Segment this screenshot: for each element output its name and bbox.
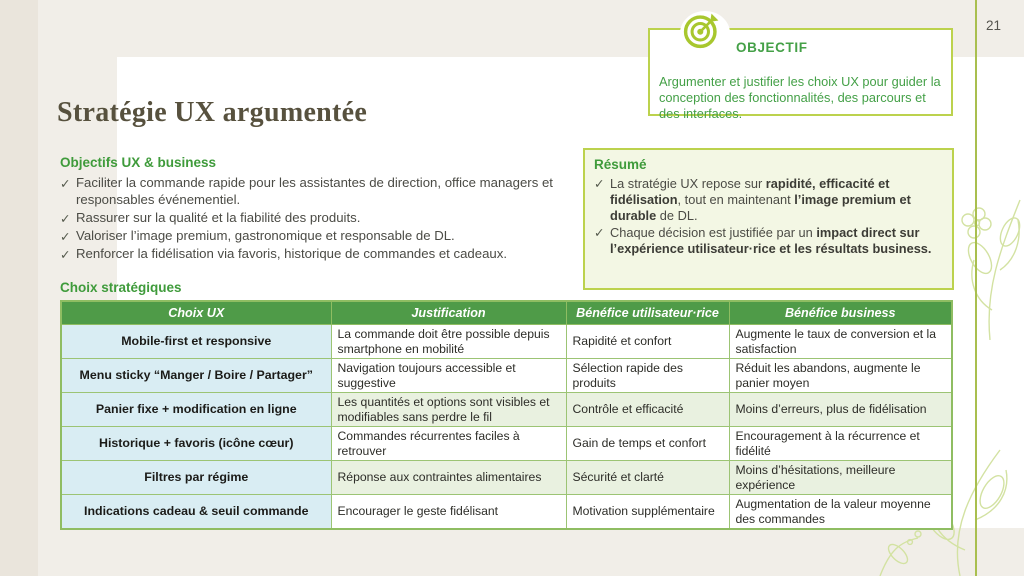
table-cell-choix: Menu sticky “Manger / Boire / Partager”	[61, 359, 331, 393]
table-cell: Commandes récurrentes faciles à retrouver	[331, 427, 566, 461]
table-cell: Sélection rapide des produits	[566, 359, 729, 393]
table-row	[61, 393, 952, 427]
table-cell: Encouragement à la récurrence et fidélité	[729, 427, 952, 461]
objectif-callout	[648, 28, 953, 121]
table-cell-choix: Mobile-first et responsive	[61, 325, 331, 359]
table-body	[61, 325, 952, 530]
table-row	[61, 325, 952, 359]
strategy-table	[60, 300, 953, 530]
list-item-text: Faciliter la commande rapide pour les assistantes de direction, office managers et responsables événementiel.	[76, 175, 553, 207]
table-cell: Contrôle et efficacité	[566, 393, 729, 427]
table-cell: Augmentation de la valeur moyenne des commandes	[729, 495, 952, 530]
objectives-list	[60, 175, 585, 263]
table-row	[61, 359, 952, 393]
table-cell: Réponse aux contraintes alimentaires	[331, 461, 566, 495]
list-item	[594, 176, 943, 224]
objectif-label: OBJECTIF	[736, 40, 808, 55]
list-item	[60, 210, 585, 227]
table-cell: Motivation supplémentaire	[566, 495, 729, 530]
list-item	[60, 175, 585, 209]
resume-box	[583, 148, 954, 290]
table-header-cell: Choix UX	[61, 301, 331, 325]
list-item-text: Renforcer la fidélisation via favoris, historique de commandes et cadeaux.	[76, 245, 508, 261]
table-cell-choix: Panier fixe + modification en ligne	[61, 393, 331, 427]
table-cell: Sécurité et clarté	[566, 461, 729, 495]
table-cell-choix: Historique + favoris (icône cœur)	[61, 427, 331, 461]
list-item	[594, 225, 943, 257]
table-row	[61, 461, 952, 495]
table-header-cell: Bénéfice utilisateur·rice	[566, 301, 729, 325]
table-header-cell: Bénéfice business	[729, 301, 952, 325]
objectives-heading: Objectifs UX & business	[60, 155, 217, 170]
target-dart-icon	[680, 11, 730, 55]
table-cell: Encourager le geste fidélisant	[331, 495, 566, 530]
checkmark-icon: ✓	[60, 211, 71, 226]
checkmark-icon: ✓	[594, 225, 605, 240]
table-cell: Moins d’hésitations, meilleure expérience	[729, 461, 952, 495]
resume-list	[594, 176, 943, 257]
list-item	[60, 246, 585, 263]
list-item-text: La stratégie UX repose sur rapidité, efficacité et fidélisation, tout en maintenant l’image premium et durable de DL.	[610, 176, 911, 223]
table-cell: Moins d’erreurs, plus de fidélisation	[729, 393, 952, 427]
checkmark-icon: ✓	[60, 177, 71, 191]
list-item-text: Chaque décision est justifiée par un impact direct sur l’expérience utilisateur·rice et les résultats business.	[610, 224, 932, 256]
left-accent-strip	[0, 0, 38, 576]
table-cell: La commande doit être possible depuis smartphone en mobilité	[331, 325, 566, 359]
table-cell: Navigation toujours accessible et suggestive	[331, 359, 566, 393]
vertical-divider-line	[975, 0, 977, 576]
list-item-text: Valoriser l’image premium, gastronomique et responsable de DL.	[76, 227, 455, 243]
table-row	[61, 427, 952, 461]
list-item	[60, 228, 585, 245]
table-header-row	[61, 301, 952, 325]
checkmark-icon: ✓	[60, 229, 71, 244]
table-cell: Augmente le taux de conversion et la satisfaction	[729, 325, 952, 359]
table-heading: Choix stratégiques	[60, 280, 182, 295]
table-cell: Réduit les abandons, augmente le panier moyen	[729, 359, 952, 393]
checkmark-icon: ✓	[594, 177, 605, 191]
table-cell: Rapidité et confort	[566, 325, 729, 359]
list-item-text: Rassurer sur la qualité et la fiabilité des produits.	[76, 209, 361, 225]
page-number: 21	[986, 18, 1002, 33]
table-cell: Gain de temps et confort	[566, 427, 729, 461]
objectif-text: Argumenter et justifier les choix UX pour guider la conception des fonctionnalités, des parcours et des interfaces.	[659, 73, 941, 121]
objectives-section	[60, 155, 585, 264]
table-row	[61, 495, 952, 530]
table-header-cell: Justification	[331, 301, 566, 325]
slide-title: Stratégie UX argumentée	[57, 96, 368, 128]
table-cell-choix: Indications cadeau & seuil commande	[61, 495, 331, 530]
table-cell: Les quantités et options sont visibles et modifiables sans perdre le fil	[331, 393, 566, 427]
checkmark-icon: ✓	[60, 247, 71, 262]
resume-heading: Résumé	[594, 157, 647, 172]
table-cell-choix: Filtres par régime	[61, 461, 331, 495]
